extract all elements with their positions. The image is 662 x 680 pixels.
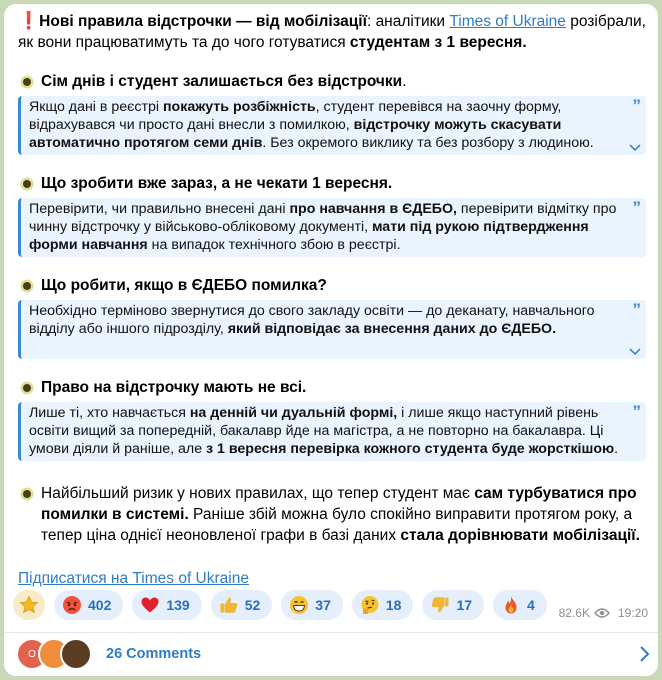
final-paragraph bbox=[18, 483, 646, 546]
reaction-fire[interactable] bbox=[493, 590, 547, 620]
reaction-angry[interactable] bbox=[54, 590, 123, 620]
quote-text: і лише якщо наступний рівень освіти вищий за попередній, бакалавр йде на магістра, а не повторно на бакалавра. Ці умови діяли й раніше, але bbox=[29, 405, 604, 457]
reaction-count: 52 bbox=[244, 597, 261, 613]
quote-bold: мати під рукою підтвердження форми навчання bbox=[29, 219, 589, 253]
section-heading-1 bbox=[18, 73, 646, 91]
reaction-count: 37 bbox=[315, 597, 331, 613]
section-heading-text: Сім днів і студент залишається без відстрочки bbox=[41, 73, 403, 90]
final-bold: сам турбуватися про помилки в системі. bbox=[41, 485, 637, 523]
reaction-thinking[interactable] bbox=[352, 590, 414, 620]
final-bold: стала дорівнювати мобілізації. bbox=[400, 527, 640, 544]
quote-mark-icon: ” bbox=[632, 402, 641, 421]
quote-text: . bbox=[614, 441, 619, 457]
bullet-dot-icon bbox=[23, 78, 31, 86]
message-time: 19:20 bbox=[617, 606, 648, 620]
chevron-right-icon[interactable] bbox=[638, 645, 650, 663]
chevron-down-icon[interactable] bbox=[628, 346, 642, 356]
commenter-avatars bbox=[16, 638, 92, 670]
quote-text: . Без окремого виклику та без розбору з людиною. bbox=[262, 135, 594, 151]
quote-mark-icon: ” bbox=[632, 96, 641, 115]
final-text: Раніше збій можна було спокійно виправити протягом року, а тепер ціна однієї неоновленої графи в базі даних bbox=[41, 506, 633, 544]
quote-text: перевірити відмітку про чинну відстрочку у військово-обліковому документі, bbox=[29, 201, 617, 235]
subscribe-link[interactable]: Підписатися на Times of Ukraine bbox=[18, 570, 249, 587]
intro-title: Нові правила відстрочки — від мобілізації bbox=[39, 13, 367, 30]
intro-text-1: : аналітики bbox=[366, 13, 450, 30]
quote-mark-icon: ” bbox=[632, 198, 641, 217]
view-count: 82.6K bbox=[558, 606, 590, 620]
exclamation-icon: ❗ bbox=[18, 11, 40, 30]
reaction-grin[interactable] bbox=[281, 590, 343, 620]
quote-text: Необхідно терміново звернутися до свого закладу освіти — до деканату, навчального відділу або іншого підрозділу, bbox=[29, 303, 595, 337]
avatar-initial: O bbox=[28, 648, 36, 660]
final-text: Найбільший ризик у нових правилах, що тепер студент має bbox=[41, 485, 475, 502]
intro-text-2: розібрали, як вони працюватимуть та до чого готуватися bbox=[18, 13, 646, 51]
intro-bold-end: студентам з 1 вересня. bbox=[349, 34, 527, 51]
avatar bbox=[60, 638, 92, 670]
reaction-thumbs-up[interactable] bbox=[211, 590, 273, 620]
chevron-down-icon[interactable] bbox=[628, 142, 642, 152]
bullet-dot-icon bbox=[23, 180, 31, 188]
message-meta bbox=[559, 606, 648, 620]
fire-icon bbox=[501, 595, 521, 615]
section-heading-text: Що зробити вже зараз, а не чекати 1 вересня. bbox=[41, 175, 393, 192]
message-bubble bbox=[4, 4, 658, 676]
reaction-heart[interactable] bbox=[132, 590, 201, 620]
thumbs-down-icon bbox=[430, 595, 450, 615]
quote-bold: відстрочку можуть скасувати автоматично протягом семи днів bbox=[29, 117, 562, 151]
reaction-count: 18 bbox=[385, 597, 402, 613]
bullet-dot-icon bbox=[23, 282, 31, 290]
quote-text: Перевірити, чи правильно внесені дані bbox=[29, 201, 290, 217]
star-icon bbox=[19, 595, 39, 615]
section-heading-4 bbox=[18, 379, 646, 397]
section-heading-text: Право на відстрочку мають не всі. bbox=[41, 379, 307, 396]
quote-bold: який відповідає за внесення даних до ЄДЕБО. bbox=[227, 321, 557, 337]
comments-label[interactable]: 26 Comments bbox=[106, 646, 202, 662]
quote-text: Якщо дані в реєстрі bbox=[29, 99, 163, 115]
thumbs-up-icon bbox=[219, 595, 239, 615]
section-heading-2 bbox=[18, 175, 646, 193]
quote-bold: про навчання в ЄДЕБО, bbox=[289, 201, 457, 217]
reaction-count: 402 bbox=[88, 597, 112, 613]
quote-text: , студент перевівся на заочну форму, відрахувався чи просто дані внесли з помилкою, bbox=[29, 99, 562, 133]
reaction-star[interactable] bbox=[13, 590, 45, 620]
reaction-count: 17 bbox=[456, 597, 473, 613]
eye-icon bbox=[594, 607, 610, 619]
blockquote-3[interactable] bbox=[18, 300, 646, 359]
section-heading-3 bbox=[18, 277, 646, 295]
quote-bold: покажуть розбіжність bbox=[162, 99, 316, 115]
section-heading-tail: . bbox=[402, 73, 407, 90]
thinking-face-icon bbox=[360, 595, 380, 615]
quote-text: Лише ті, хто навчається bbox=[29, 405, 190, 421]
reaction-count: 4 bbox=[527, 597, 535, 613]
quote-bold: на денній чи дуальній формі, bbox=[189, 405, 398, 421]
blockquote-4 bbox=[18, 402, 646, 461]
section-heading-text: Що робити, якщо в ЄДЕБО помилка? bbox=[41, 277, 327, 294]
intro-paragraph bbox=[18, 10, 646, 53]
quote-mark-icon: ” bbox=[632, 300, 641, 319]
heart-icon bbox=[140, 595, 160, 615]
grinning-face-icon bbox=[289, 595, 309, 615]
reactions-bar bbox=[15, 590, 556, 620]
divider bbox=[4, 632, 658, 633]
source-link[interactable]: Times of Ukraine bbox=[449, 13, 566, 30]
bullet-dot-icon bbox=[23, 384, 31, 392]
blockquote-2 bbox=[18, 198, 646, 257]
comments-row[interactable] bbox=[16, 636, 650, 672]
quote-bold: з 1 вересня перевірка кожного студента буде жорсткішою bbox=[206, 441, 615, 457]
reaction-thumbs-down[interactable] bbox=[422, 590, 484, 620]
bullet-dot-icon bbox=[23, 490, 31, 498]
reaction-count: 139 bbox=[166, 597, 190, 613]
quote-text: на випадок технічного збою в реєстрі. bbox=[147, 237, 401, 253]
blockquote-1[interactable] bbox=[18, 96, 646, 155]
angry-face-icon bbox=[62, 595, 82, 615]
